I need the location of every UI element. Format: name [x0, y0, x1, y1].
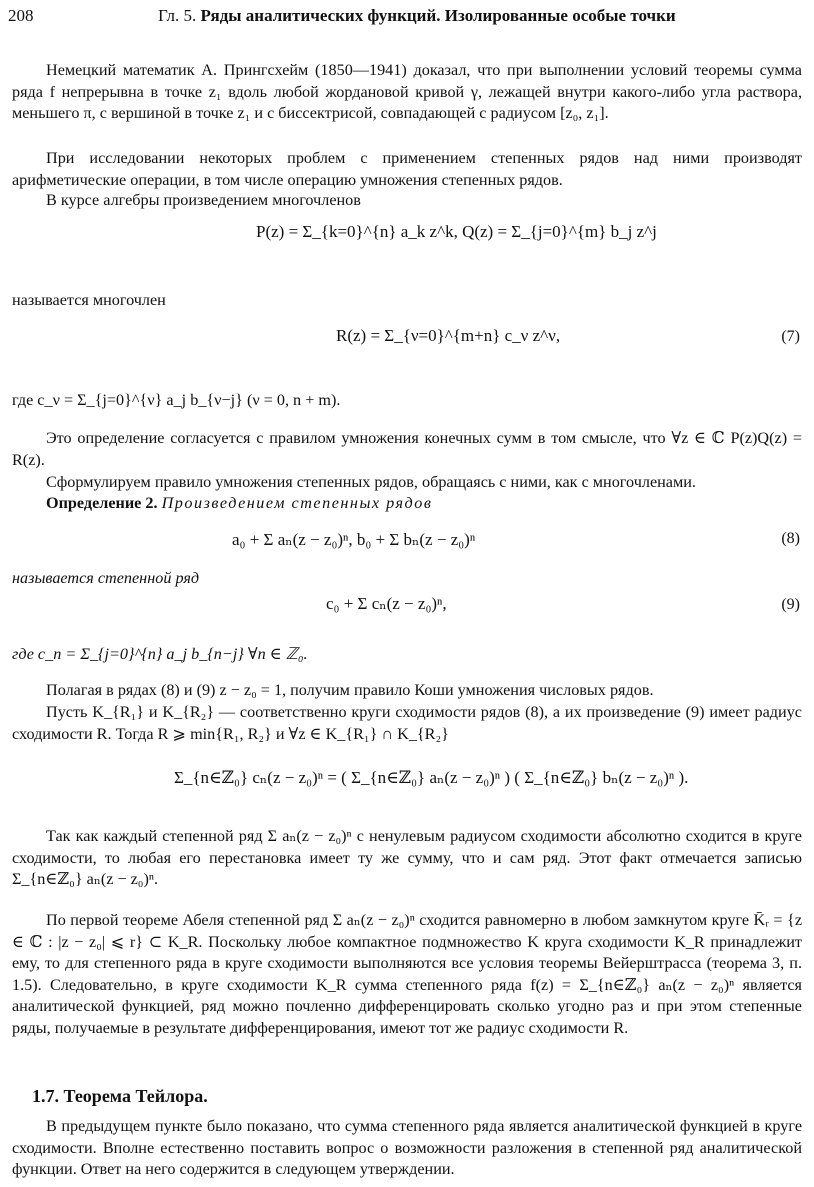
paragraph-operations: При исследовании некоторых проблем с применением степенных рядов над ними производят арифметические операции, в том числе операцию умножения степенных рядов.	[12, 149, 802, 189]
formula-7: R(z) = Σ_{ν=0}^{m+n} c_ν z^ν,	[336, 326, 561, 345]
paragraph-called-polynomial: называется многочлен	[12, 291, 166, 309]
chapter-name: Ряды аналитических функций. Изолированные особые точки	[200, 6, 676, 25]
paragraph-cn: где c_n = Σ_{j=0}^{n} a_j b_{n−j} ∀n ∈ ℤ₀.	[12, 645, 308, 663]
paragraph-coefficients: где c_ν = Σ_{j=0}^{ν} a_j b_{ν−j} (ν = 0, n + m).	[12, 391, 341, 409]
equation-number-7: (7)	[781, 328, 800, 345]
section-heading: 1.7. Теорема Тейлора.	[32, 1086, 208, 1106]
formula-8: a₀ + Σ aₙ(z − z₀)ⁿ, b₀ + Σ bₙ(z − z₀)ⁿ	[232, 530, 476, 549]
paragraph-abel: По первой теореме Абеля степенной ряд Σ aₙ(z − z₀)ⁿ сходится равномерно в любом замкнутом круге K̄ᵣ = {z ∈ ℂ : |z − z₀| ⩽ r} ⊂ K_R. Поскольку любое компактное подмножество K круга сходимости K_R принадлежит ему, то для степенного ряда в круге сходимости выполняются все условия теоремы Вейерштрасса (теорема 3, п. 1.5). Следовательно, в круге сходимости K_R сумма степенного ряда f(z) = Σ_{n∈ℤ₀} aₙ(z − z₀)ⁿ является аналитической функцией, ряд можно почленно дифференцировать сколько угодно раз и при этом степенные ряды, получаемые в результате дифференцирования, имеют тот же радиус сходимости R.	[12, 911, 802, 1037]
paragraph-algebra: В курсе алгебры произведением многочленов	[46, 191, 361, 209]
paragraph-pringsheim: Немецкий математик А. Прингсхейм (1850—1941) доказал, что при выполнении условий теоремы сумма ряда f непрерывна в точке z₁ вдоль любой жордановой кривой γ, лежащей внутри какого-либо угла раствора, меньшего π, с вершиной в точке z₁ и с биссектрисой, совпадающей с радиусом [z₀, z₁].	[12, 61, 802, 122]
definition-label: Определение 2.	[46, 494, 158, 512]
paragraph-circles: Пусть K_{R₁} и K_{R₂} — соответственно круги сходимости рядов (8), а их произведение (9) имеет радиус сходимости R. Тогда R ⩾ min{R₁, R₂} и ∀z ∈ K_{R₁} ∩ K_{R₂}	[12, 703, 802, 743]
definition-text: Произведением степенных рядов	[161, 494, 433, 512]
paragraph-consistency: Это определение согласуется с правилом умножения конечных сумм в том смысле, что ∀z ∈ ℂ P(z)Q(z) = R(z).	[12, 429, 802, 469]
page-number: 208	[8, 6, 34, 25]
chapter-title	[158, 6, 676, 26]
equation-number-8: (8)	[781, 530, 800, 547]
formula-9: c₀ + Σ cₙ(z − z₀)ⁿ,	[326, 594, 447, 613]
formula-polynomials: P(z) = Σ_{k=0}^{n} a_k z^k, Q(z) = Σ_{j=0}^{m} b_j z^j	[256, 222, 657, 241]
paragraph-taylor-intro: В предыдущем пункте было показано, что сумма степенного ряда является аналитической функцией в круге сходимости. Вполне естественно поставить вопрос о возможности разложения в степенной ряд аналитической функции. Ответ на него содержится в следующем утверждении.	[12, 1117, 802, 1178]
definition-2	[12, 493, 802, 515]
running-header	[8, 6, 800, 30]
paragraph-permutation: Так как каждый степенной ряд Σ aₙ(z − z₀)ⁿ с ненулевым радиусом сходимости абсолютно сходится в круге сходимости, то любая его перестановка имеет ту же сумму, что и сам ряд. Этот факт отмечается записью Σ_{n∈ℤ₀} aₙ(z − z₀)ⁿ.	[12, 827, 802, 888]
formula-product: Σ_{n∈ℤ₀} cₙ(z − z₀)ⁿ = ( Σ_{n∈ℤ₀} aₙ(z − z₀)ⁿ ) ( Σ_{n∈ℤ₀} bₙ(z − z₀)ⁿ ).	[174, 768, 689, 787]
chapter-number: Гл. 5.	[158, 6, 197, 25]
paragraph-called-series: называется степенной ряд	[12, 569, 200, 587]
paragraph-formulate: Сформулируем правило умножения степенных рядов, обращаясь с ними, как с многочленами.	[46, 473, 696, 491]
equation-number-9: (9)	[781, 596, 800, 613]
paragraph-cauchy: Полагая в рядах (8) и (9) z − z₀ = 1, получим правило Коши умножения числовых рядов.	[46, 681, 654, 699]
